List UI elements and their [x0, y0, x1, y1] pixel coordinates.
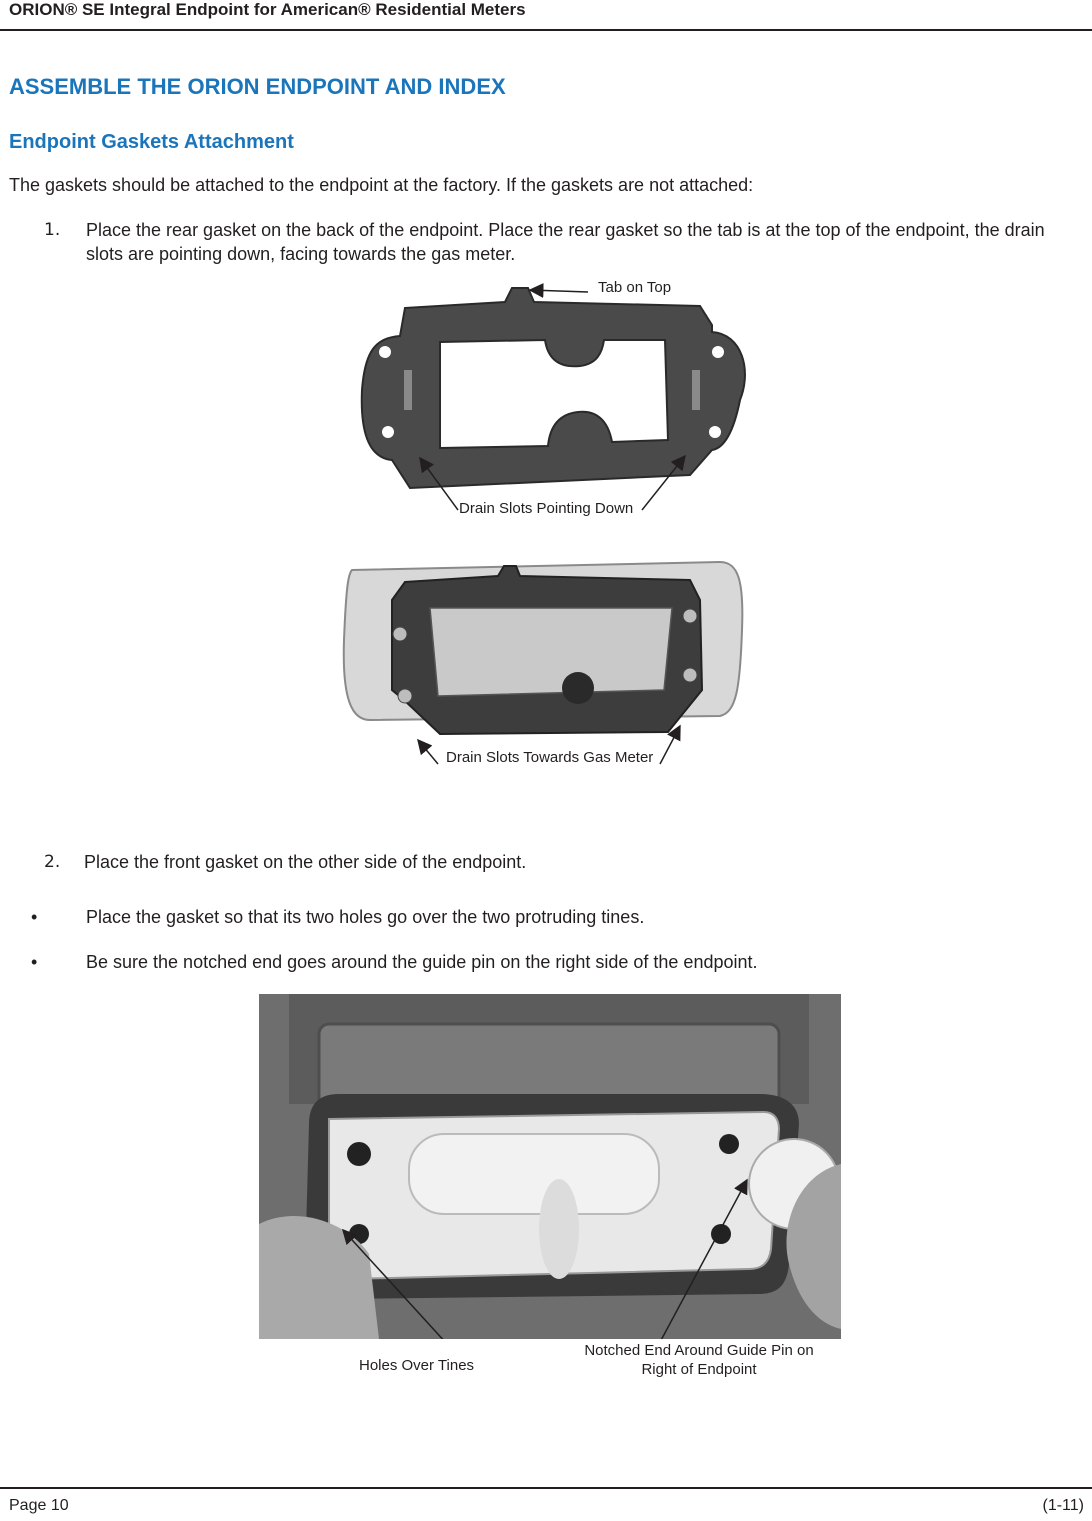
callout-tab-on-top: Tab on Top	[598, 279, 672, 296]
bullet-marker: •	[31, 952, 38, 972]
rear-gasket-figure	[0, 270, 1092, 810]
gasket-shape	[362, 288, 745, 488]
step-text: Place the rear gasket on the back of the endpoint. Place the rear gasket so the tab is at the top of the endpoint, the drain slots are pointing down, facing towards the gas meter.	[86, 220, 1045, 264]
footer-divider	[0, 1487, 1092, 1489]
step-number: 2.	[44, 852, 61, 872]
step-number: 1.	[44, 220, 61, 240]
intro-paragraph: The gaskets should be attached to the endpoint at the factory. If the gaskets are not attached:	[9, 175, 754, 195]
callout-holes-over-tines: Holes Over Tines	[359, 1357, 475, 1374]
bullet-text: Be sure the notched end goes around the guide pin on the right side of the endpoint.	[86, 952, 758, 972]
bullet-marker: •	[31, 907, 38, 927]
callout-drain-slots-gas-meter: Drain Slots Towards Gas Meter	[446, 749, 654, 766]
step-1	[44, 218, 1089, 268]
endpoint-shape	[344, 562, 743, 734]
bullet-text: Place the gasket so that its two holes go over the two protruding tines.	[86, 907, 645, 927]
step-2	[44, 850, 1044, 876]
page-number: Page 10	[9, 1497, 69, 1514]
revision-code: (1-11)	[1042, 1497, 1084, 1514]
running-header: ORION® SE Integral Endpoint for American® Residential Meters	[9, 0, 526, 19]
step-text: Place the front gasket on the other side of the endpoint.	[84, 852, 527, 872]
callout-notched-end: Notched End Around Guide Pin on Right of Endpoint	[584, 1342, 814, 1378]
meter-photo-figure	[259, 994, 841, 1339]
section-title: ASSEMBLE THE ORION ENDPOINT AND INDEX	[9, 74, 506, 99]
callout-drain-slots-down: Drain Slots Pointing Down	[459, 500, 634, 517]
subsection-title: Endpoint Gaskets Attachment	[9, 131, 294, 153]
header-divider	[0, 29, 1092, 31]
